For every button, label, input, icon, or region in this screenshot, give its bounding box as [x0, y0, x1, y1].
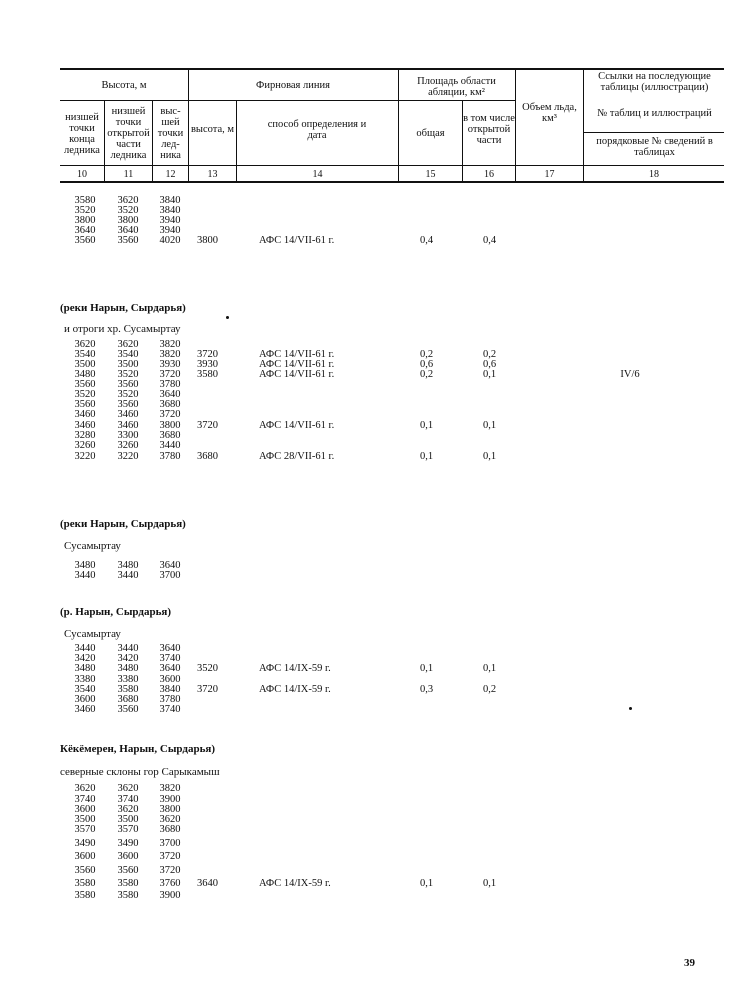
- cell-high: 3640: [159, 389, 181, 400]
- firn-group-label: Фирновая линия: [256, 80, 330, 91]
- cell-ablation-total: 0,1: [420, 878, 434, 889]
- cell-high: 3620: [159, 814, 181, 825]
- cell-low-end: 3480: [74, 663, 96, 674]
- cell-firn-method: АФС 14/VII-61 г.: [259, 349, 335, 360]
- cell-low-end: 3440: [74, 570, 96, 581]
- cell-high: 3640: [159, 560, 181, 571]
- cell-low-open: 3440: [117, 643, 139, 654]
- cell-high: 3900: [159, 890, 181, 901]
- cell-low-end: 3560: [74, 399, 96, 410]
- cell-low-open: 3580: [117, 684, 139, 695]
- cell-high: 3720: [159, 851, 181, 862]
- cell-high: 3680: [159, 824, 181, 835]
- cell-low-end: 3460: [74, 409, 96, 420]
- cell-low-end: 3480: [74, 560, 96, 571]
- cell-high: 3840: [159, 195, 181, 206]
- cell-low-end: 3480: [74, 369, 96, 380]
- cell-ablation-open: 0,2: [483, 684, 497, 695]
- cell-low-open: 3680: [117, 694, 139, 705]
- cell-high: 3720: [159, 865, 181, 876]
- hrule: [60, 100, 188, 101]
- col-number: 15: [425, 169, 436, 180]
- section-subtitle: Сусамыртау: [64, 628, 121, 640]
- cell-low-open: 3620: [117, 195, 139, 206]
- cell-high: 3780: [159, 451, 181, 462]
- height-group-label: Высота, м: [101, 80, 147, 91]
- cell-low-end: 3520: [74, 389, 96, 400]
- cell-low-end: 3560: [74, 235, 96, 246]
- cell-ablation-open: 0,1: [483, 451, 497, 462]
- cell-low-end: 3260: [74, 440, 96, 451]
- cell-low-open: 3490: [117, 838, 139, 849]
- cell-ablation-total: 0,6: [420, 359, 434, 370]
- cell-ablation-total: 0,2: [420, 349, 434, 360]
- cell-low-open: 3560: [117, 865, 139, 876]
- cell-high: 3600: [159, 674, 181, 685]
- cell-ablation-open: 0,4: [483, 235, 497, 246]
- col-number: 10: [77, 169, 87, 180]
- cell-low-end: 3800: [74, 215, 96, 226]
- cell-low-end: 3220: [74, 451, 96, 462]
- cell-low-end: 3620: [74, 783, 96, 794]
- cell-low-end: 3490: [74, 838, 96, 849]
- col-number: 11: [123, 169, 134, 180]
- cell-low-open: 3420: [117, 653, 139, 664]
- section-title: (реки Нарын, Сырдарья): [60, 302, 186, 314]
- cell-firn-method: АФС 14/VII-61 г.: [259, 359, 335, 370]
- cell-low-end: 3640: [74, 225, 96, 236]
- cell-firn-height: 3720: [197, 420, 218, 431]
- cell-high: 3740: [159, 653, 181, 664]
- col-number: 18: [649, 169, 659, 180]
- col-number: 17: [544, 169, 555, 180]
- cell-low-open: 3220: [117, 451, 139, 462]
- col15-header: общая: [416, 128, 445, 139]
- cell-firn-method: АФС 14/VII-61 г.: [259, 369, 335, 380]
- cell-low-open: 3740: [117, 794, 139, 805]
- cell-ablation-open: 0,1: [483, 420, 497, 431]
- cell-firn-height: 3930: [197, 359, 218, 370]
- cell-low-end: 3560: [74, 379, 96, 390]
- cell-low-open: 3520: [117, 389, 139, 400]
- cell-high: 3720: [159, 409, 181, 420]
- cell-firn-height: 3520: [197, 663, 218, 674]
- stray-dot: [226, 316, 229, 319]
- cell-low-open: 3460: [117, 420, 139, 431]
- hrule: [583, 132, 724, 133]
- cell-low-end: 3460: [74, 704, 96, 715]
- col-number: 13: [207, 169, 218, 180]
- cell-low-open: 3560: [117, 704, 139, 715]
- cell-low-end: 3380: [74, 674, 96, 685]
- cell-high: 3780: [159, 379, 181, 390]
- cell-low-end: 3560: [74, 865, 96, 876]
- cell-low-open: 3500: [117, 359, 139, 370]
- col-number: 12: [165, 169, 176, 180]
- col12-header: выс-шей точки лед-ника: [157, 106, 184, 161]
- section-title: (р. Нарын, Сырдарья): [60, 606, 171, 618]
- vrule: [583, 68, 584, 181]
- cell-low-end: 3520: [74, 205, 96, 216]
- cell-low-open: 3260: [117, 440, 139, 451]
- cell-firn-method: АФС 14/VII-61 г.: [259, 420, 335, 431]
- cell-low-end: 3540: [74, 349, 96, 360]
- header-mid-rule: [60, 165, 724, 166]
- cell-low-open: 3520: [117, 205, 139, 216]
- section-title: (реки Нарын, Сырдарья): [60, 518, 186, 530]
- cell-ablation-total: 0,1: [420, 420, 434, 431]
- cell-low-open: 3480: [117, 560, 139, 571]
- cell-ablation-total: 0,3: [420, 684, 434, 695]
- cell-high: 4020: [159, 235, 181, 246]
- cell-high: 3800: [159, 804, 181, 815]
- cell-low-open: 3600: [117, 851, 139, 862]
- cell-high: 3840: [159, 684, 181, 695]
- col14-header: способ определения и дата: [267, 119, 367, 141]
- cell-firn-height: 3720: [197, 684, 218, 695]
- col16-header: в том числе открытой части: [463, 113, 515, 146]
- cell-high: 3720: [159, 369, 181, 380]
- stray-dot: [629, 707, 632, 710]
- cell-low-open: 3580: [117, 878, 139, 889]
- cell-high: 3740: [159, 704, 181, 715]
- cell-ablation-open: 0,1: [483, 878, 497, 889]
- cell-low-open: 3520: [117, 369, 139, 380]
- cell-low-end: 3740: [74, 794, 96, 805]
- cell-firn-method: АФС 14/IX-59 г.: [259, 878, 331, 889]
- cell-ablation-open: 0,2: [483, 349, 497, 360]
- cell-low-end: 3600: [74, 804, 96, 815]
- cell-high: 3800: [159, 420, 181, 431]
- ablation-group-label: Площадь области абляции, км²: [417, 76, 496, 98]
- cell-low-open: 3540: [117, 349, 139, 360]
- cell-high: 3680: [159, 430, 181, 441]
- cell-firn-height: 3640: [197, 878, 218, 889]
- refs-group-label: Ссылки на последующие таблицы (иллюстрации): [598, 71, 711, 93]
- cell-high: 3700: [159, 838, 181, 849]
- cell-low-end: 3280: [74, 430, 96, 441]
- col11-header: низшей точки открытой части ледника: [107, 106, 150, 161]
- cell-low-end: 3580: [74, 878, 96, 889]
- section-subtitle: и отроги хр. Сусамыртау: [64, 323, 181, 335]
- cell-high: 3840: [159, 205, 181, 216]
- cell-ablation-total: 0,4: [420, 235, 434, 246]
- cell-high: 3640: [159, 663, 181, 674]
- cell-ablation-total: 0,1: [420, 451, 434, 462]
- cell-low-end: 3420: [74, 653, 96, 664]
- cell-low-open: 3560: [117, 399, 139, 410]
- cell-high: 3930: [159, 359, 181, 370]
- cell-firn-height: 3680: [197, 451, 218, 462]
- cell-low-open: 3620: [117, 339, 139, 350]
- cell-low-end: 3500: [74, 359, 96, 370]
- cell-low-end: 3500: [74, 814, 96, 825]
- col-number: 16: [484, 169, 494, 180]
- cell-firn-method: АФС 28/VII-61 г.: [259, 451, 335, 462]
- cell-low-open: 3580: [117, 890, 139, 901]
- cell-ablation-open: 0,1: [483, 663, 497, 674]
- cell-reference: IV/6: [620, 369, 640, 380]
- cell-high: 3640: [159, 643, 181, 654]
- cell-high: 3680: [159, 399, 181, 410]
- cell-low-open: 3620: [117, 783, 139, 794]
- cell-high: 3940: [159, 215, 181, 226]
- cell-low-end: 3440: [74, 643, 96, 654]
- cell-low-open: 3480: [117, 663, 139, 674]
- cell-low-open: 3560: [117, 235, 139, 246]
- cell-firn-method: АФС 14/VII-61 г.: [259, 235, 335, 246]
- cell-low-open: 3500: [117, 814, 139, 825]
- vrule: [515, 68, 516, 181]
- cell-low-end: 3540: [74, 684, 96, 695]
- cell-low-end: 3460: [74, 420, 96, 431]
- cell-low-end: 3570: [74, 824, 96, 835]
- cell-firn-height: 3720: [197, 349, 218, 360]
- cell-high: 3820: [159, 339, 181, 350]
- section-title: Кёкёмерен, Нарын, Сырдарья): [60, 743, 216, 755]
- hrule: [188, 100, 398, 101]
- cell-high: 3820: [159, 783, 181, 794]
- section-subtitle: Сусамыртау: [64, 540, 121, 552]
- refs-bottom-header: порядковые № сведений в таблицах: [596, 136, 713, 158]
- section-subtitle: северные склоны гор Сарыкамыш: [60, 766, 220, 778]
- cell-low-open: 3560: [117, 379, 139, 390]
- cell-high: 3440: [159, 440, 181, 451]
- vrule: [398, 68, 399, 181]
- cell-firn-method: АФС 14/IX-59 г.: [259, 684, 331, 695]
- cell-low-open: 3800: [117, 215, 139, 226]
- cell-ablation-open: 0,6: [483, 359, 497, 370]
- cell-low-open: 3380: [117, 674, 139, 685]
- cell-ablation-total: 0,1: [420, 663, 434, 674]
- cell-low-end: 3620: [74, 339, 96, 350]
- col10-header: низшей точки конца ледника: [64, 112, 100, 156]
- cell-high: 3780: [159, 694, 181, 705]
- header-bottom-rule: [60, 181, 724, 183]
- cell-low-open: 3460: [117, 409, 139, 420]
- cell-ablation-open: 0,1: [483, 369, 497, 380]
- page-number: 39: [684, 957, 695, 969]
- cell-high: 3760: [159, 878, 181, 889]
- cell-low-open: 3640: [117, 225, 139, 236]
- col-number: 14: [312, 169, 323, 180]
- cell-low-open: 3570: [117, 824, 139, 835]
- refs-top-header: № таблиц и иллюстраций: [597, 108, 712, 119]
- cell-low-end: 3600: [74, 694, 96, 705]
- cell-low-open: 3440: [117, 570, 139, 581]
- cell-low-open: 3300: [117, 430, 139, 441]
- cell-high: 3700: [159, 570, 181, 581]
- cell-low-end: 3600: [74, 851, 96, 862]
- cell-firn-height: 3580: [197, 369, 218, 380]
- cell-low-end: 3580: [74, 890, 96, 901]
- cell-ablation-total: 0,2: [420, 369, 434, 380]
- col13-header: высота, м: [190, 124, 235, 135]
- hrule: [398, 100, 515, 101]
- col17-header: Объем льда, км³: [522, 102, 577, 124]
- cell-high: 3900: [159, 794, 181, 805]
- cell-low-end: 3580: [74, 195, 96, 206]
- cell-firn-method: АФС 14/IX-59 г.: [259, 663, 331, 674]
- cell-firn-height: 3800: [197, 235, 218, 246]
- cell-low-open: 3620: [117, 804, 139, 815]
- header-top-rule: [60, 68, 724, 70]
- cell-high: 3940: [159, 225, 181, 236]
- cell-high: 3820: [159, 349, 181, 360]
